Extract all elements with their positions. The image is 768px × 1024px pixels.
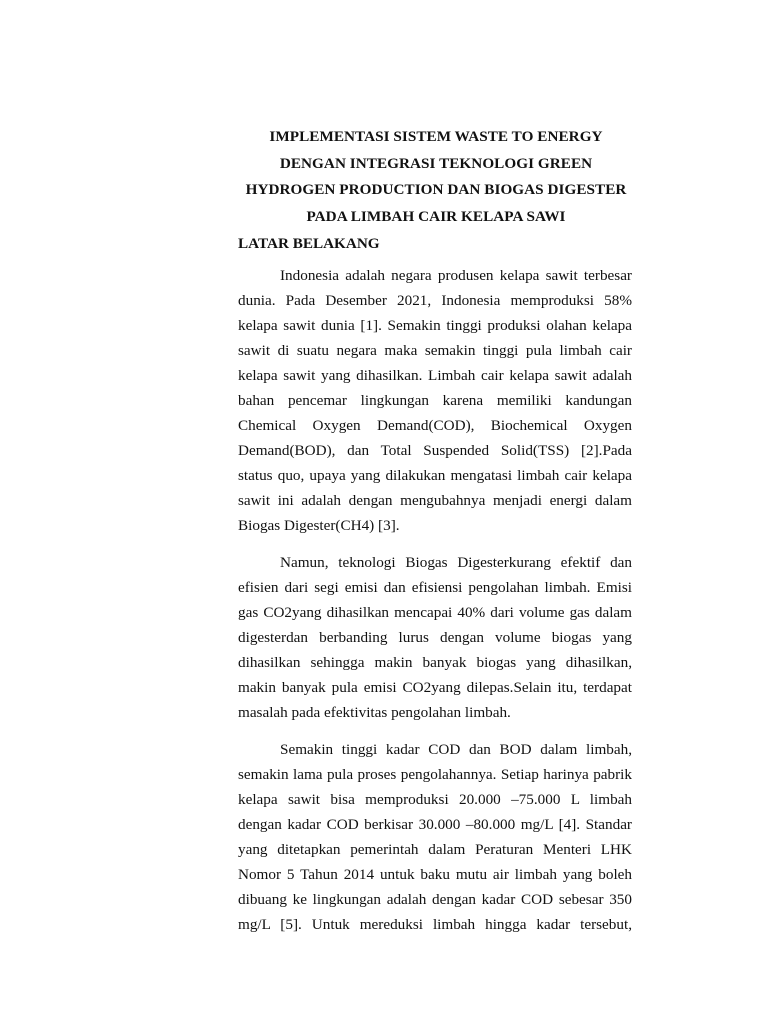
paragraph-line: dihasilkan sehingga makin banyak biogas yang dihasilkan, xyxy=(238,654,632,671)
paragraph-line: yang ditetapkan pemerintah dalam Peraturan Menteri LHK xyxy=(238,841,632,858)
paragraph-line: kelapa sawit dunia [1]. Semakin tinggi produksi olahan kelapa xyxy=(238,317,632,334)
paragraph-line: Semakin tinggi kadar COD dan BOD dalam limbah, xyxy=(280,741,632,758)
title-line: PADA LIMBAH CAIR KELAPA SAWI xyxy=(306,207,566,225)
paragraph-line: makin banyak pula emisi CO2yang dilepas.Selain itu, terdapat xyxy=(238,679,632,696)
paragraph-line: Demand(BOD), dan Total Suspended Solid(TSS) [2].Pada xyxy=(238,442,632,459)
paragraph-line: kelapa sawit bisa memproduksi 20.000 –75.000 L limbah xyxy=(238,791,632,808)
paragraph-line: masalah pada efektivitas pengolahan limbah. xyxy=(238,704,511,721)
title-line: IMPLEMENTASI SISTEM WASTE TO ENERGY xyxy=(269,128,603,145)
document-title xyxy=(238,124,634,230)
paragraph-line: Indonesia adalah negara produsen kelapa sawit terbesar xyxy=(280,267,632,284)
paragraph-line: Chemical Oxygen Demand(COD), Biochemical Oxygen xyxy=(238,417,632,434)
paragraph-line: bahan pencemar lingkungan karena memiliki kandungan xyxy=(238,392,632,409)
paragraph xyxy=(238,737,632,937)
paragraph-line: digesterdan berbanding lurus dengan volume biogas yang xyxy=(238,629,632,646)
paragraph-line: kelapa sawit yang dihasilkan. Limbah cair kelapa sawit adalah xyxy=(238,367,632,384)
title-line: HYDROGEN PRODUCTION DAN BIOGAS DIGESTER xyxy=(245,181,627,198)
paragraph-line: status quo, upaya yang dilakukan mengatasi limbah cair kelapa xyxy=(238,467,632,484)
paragraph-line: sawit ini adalah dengan mengubahnya menjadi energi dalam xyxy=(238,492,632,509)
paragraph xyxy=(238,550,632,725)
title-line: DENGAN INTEGRASI TEKNOLOGI GREEN xyxy=(279,154,593,172)
paragraph xyxy=(238,263,632,538)
paragraph-line: semakin lama pula proses pengolahannya. Setiap harinya pabrik xyxy=(238,766,632,783)
paragraph-line: sawit di suatu negara maka semakin tinggi pula limbah cair xyxy=(238,342,632,359)
paragraph-line: dengan kadar COD berkisar 30.000 –80.000 mg/L [4]. Standar xyxy=(238,816,632,833)
paragraph-line: mg/L [5]. Untuk mereduksi limbah hingga kadar tersebut, xyxy=(238,916,632,933)
paragraph-line: Namun, teknologi Biogas Digesterkurang efektif dan xyxy=(280,554,632,571)
paragraph-line: gas CO2yang dihasilkan mencapai 40% dari volume gas dalam xyxy=(238,604,632,621)
paragraph-line: Nomor 5 Tahun 2014 untuk baku mutu air limbah yang boleh xyxy=(238,866,632,883)
paragraph-line: Biogas Digester(CH4) [3]. xyxy=(238,517,400,534)
paragraph-line: dibuang ke lingkungan adalah dengan kadar COD sebesar 350 xyxy=(238,891,632,908)
section-heading: LATAR BELAKANG xyxy=(238,235,380,252)
paragraph-line: efisien dari segi emisi dan efisiensi pengolahan limbah. Emisi xyxy=(238,579,632,596)
paragraph-line: dunia. Pada Desember 2021, Indonesia memproduksi 58% xyxy=(238,292,632,309)
